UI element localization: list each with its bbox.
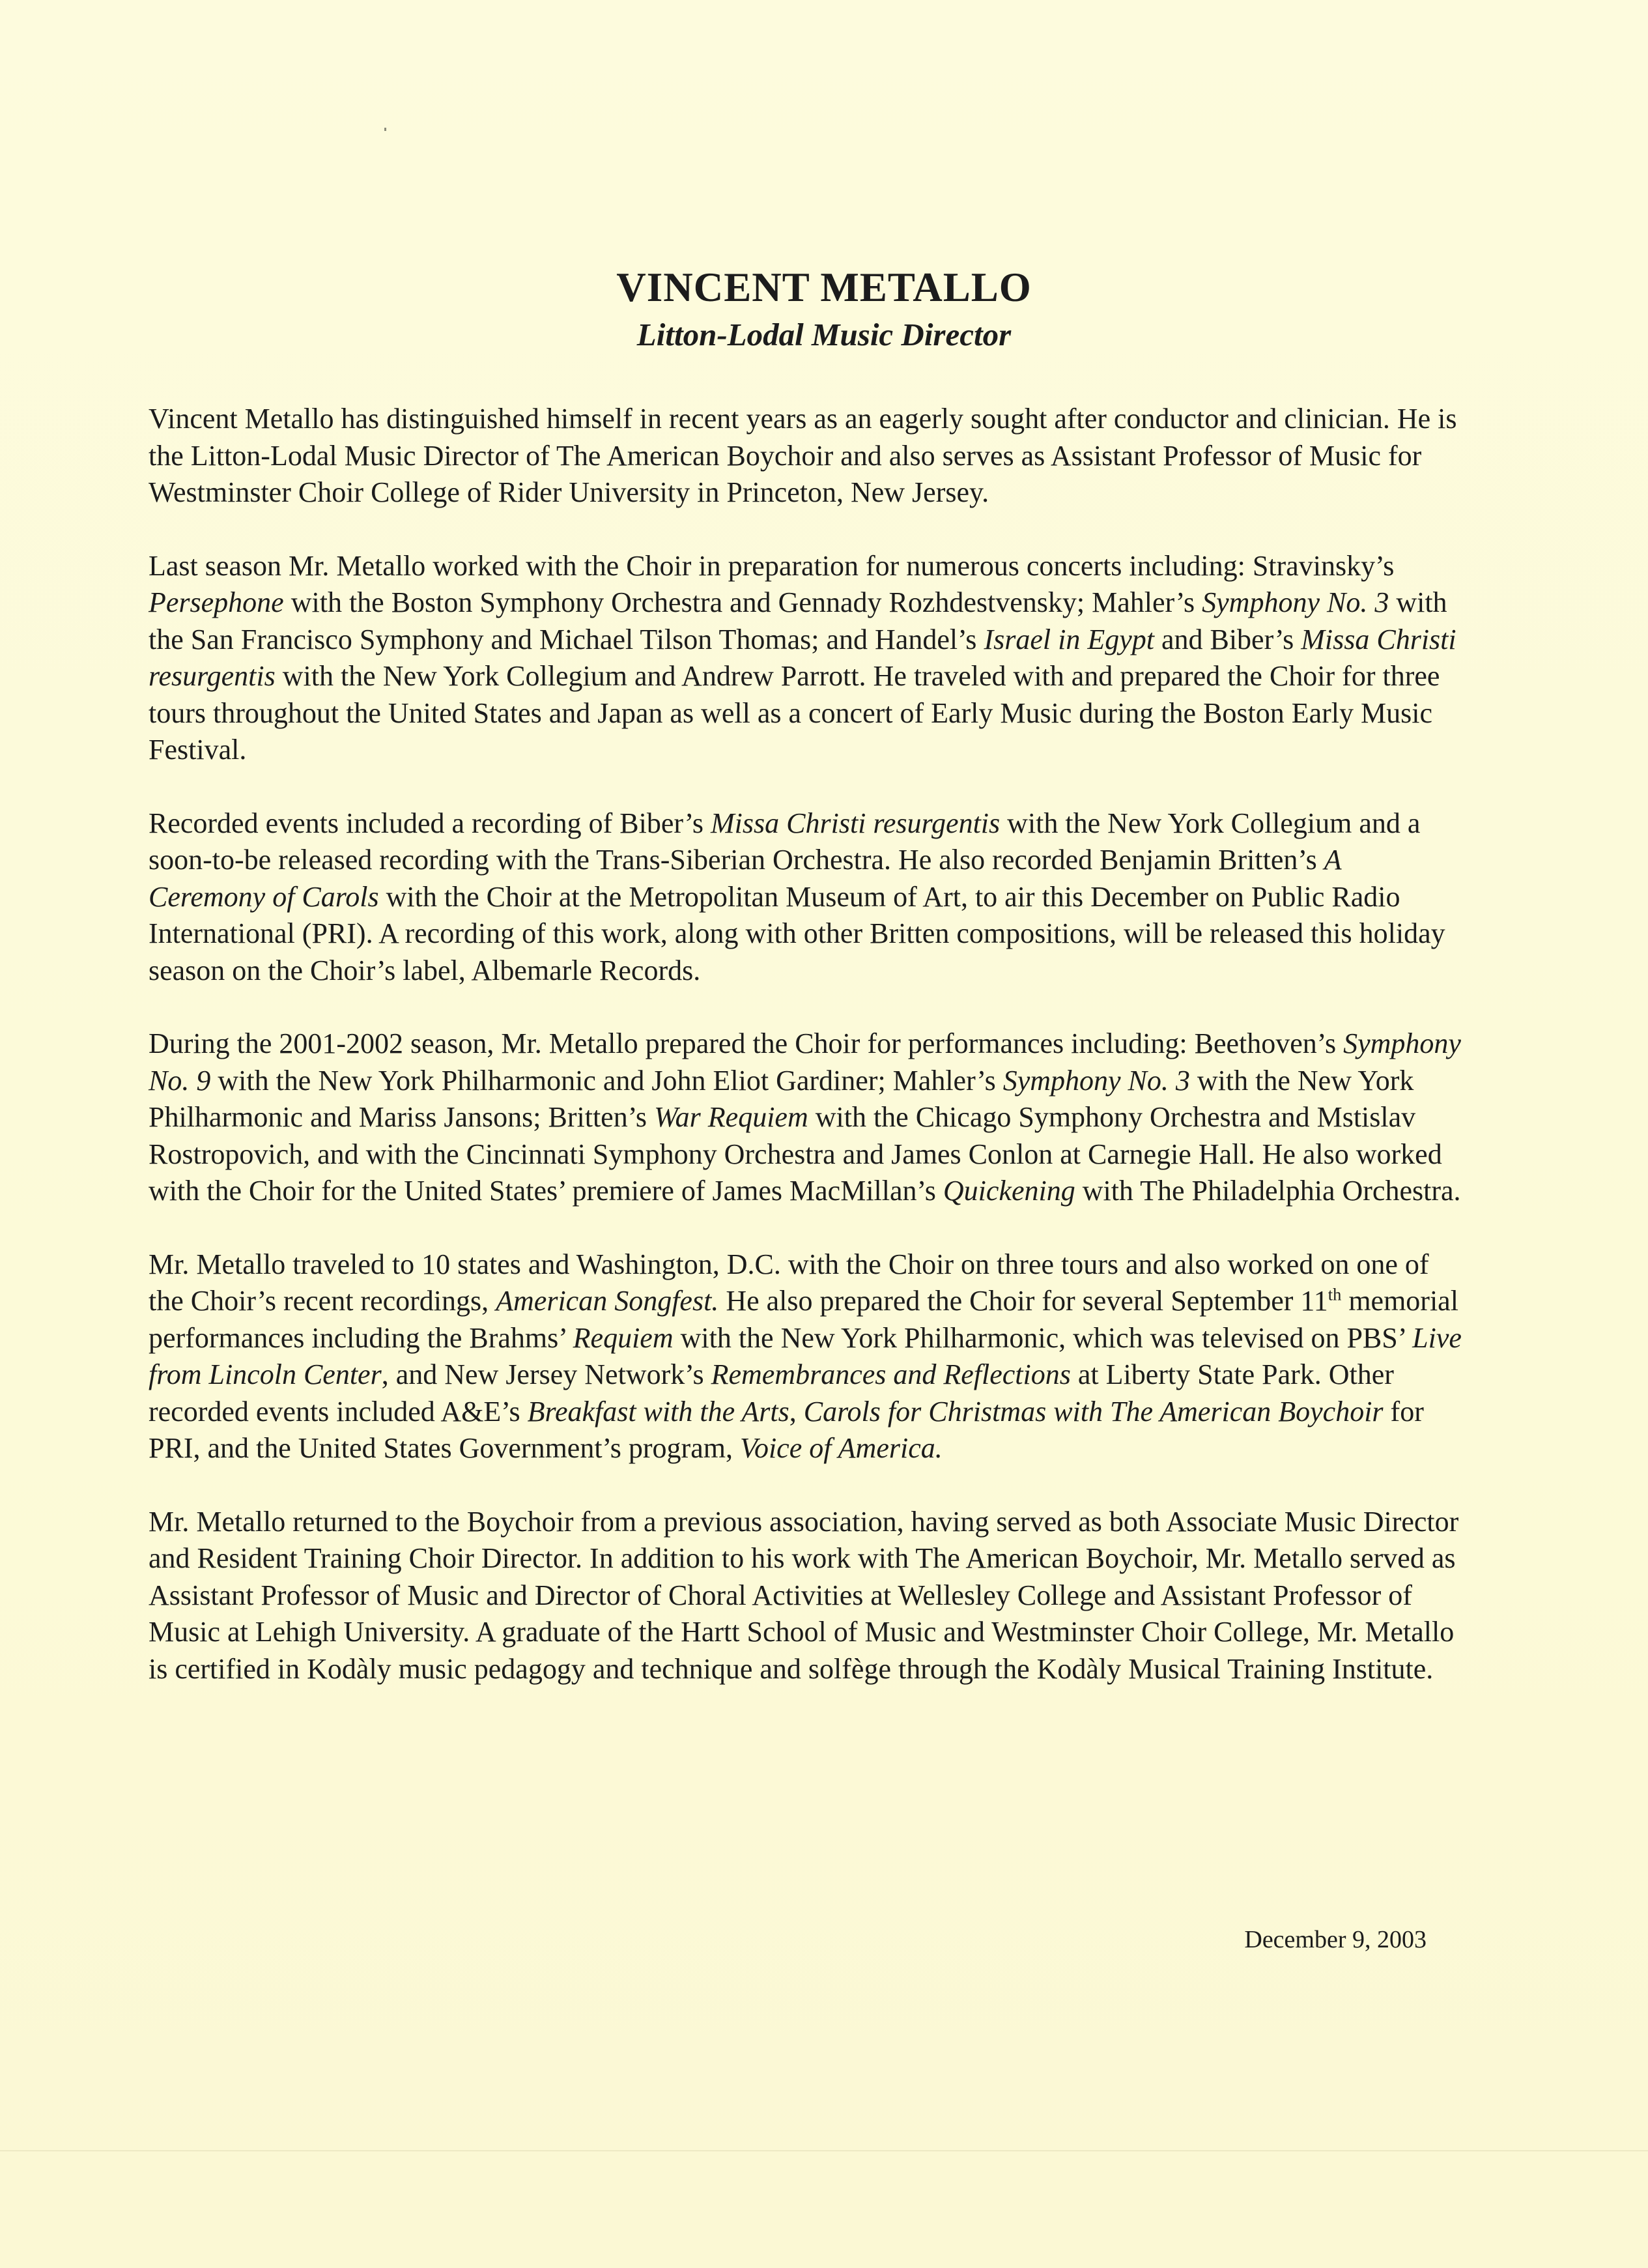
text-run: , and New Jersey Network’s [381,1358,711,1390]
document-body [149,401,1464,1724]
italic-title: Quickening [943,1175,1075,1207]
italic-title: Symphony No. 9 [149,1027,1461,1097]
page-speck [384,128,386,131]
text-run: and Biber’s [1154,623,1301,655]
text-run: with The Philadelphia Orchestra. [1075,1175,1461,1207]
italic-title: Missa Christi resurgentis [711,807,1001,839]
italic-title: A Ceremony of Carols [149,844,1341,913]
text-run: with the New York Philharmonic, which was televised on PBS’ [673,1321,1413,1354]
italic-title: Israel in Egypt [984,623,1154,655]
italic-title: Carols for Christmas with The American Boychoir [803,1395,1384,1428]
document-subtitle: Litton-Lodal Music Director [636,317,1012,352]
italic-title: Voice of America. [739,1432,943,1464]
italic-title: Remembrances and Reflections [711,1358,1071,1390]
text-run: with the Boston Symphony Orchestra and Gennady Rozhdestvensky; Mahler’s [283,586,1202,618]
text-run: with the New York Collegium and Andrew Parrott. He traveled with and prepared the Choir for three tours throughout the United States and Japan as well as a concert of Early Music during the Boston Early Music Festival. [149,660,1440,766]
paragraph-2 [149,548,1464,769]
italic-title: Symphony No. 3 [1002,1064,1190,1097]
text-run: Recorded events included a recording of Biber’s [149,807,711,839]
text-run: During the 2001-2002 season, Mr. Metallo prepared the Choir for performances including: Beethoven’s [149,1027,1344,1059]
document-date: December 9, 2003 [1244,1926,1427,1953]
italic-title: Missa Christi resurgentis [149,623,1456,692]
text-run: Mr. Metallo traveled to 10 states and Washington, D.C. with the Choir on three tours and also worked on one of the Choir’s recent recordings, [149,1248,1429,1317]
page-edge [0,2150,1648,2151]
text-run: with the Choir at the Metropolitan Museum of Art, to air this December on Public Radio International (PRI). A recording of this work, along with other Britten compositions, will be released this holiday season on the Choir’s label, Albemarle Records. [149,880,1445,986]
text-run: with the New York Philharmonic and Mariss Jansons; Britten’s [149,1064,1414,1133]
paragraph-1 [149,401,1464,511]
text-run: with the New York Collegium and a soon-to-be released recording with the Trans-Siberian Orchestra. He also recorded Benjamin Britten’s [149,807,1421,876]
text-run: , [789,1395,804,1428]
italic-title: War Requiem [654,1101,808,1133]
text-run: for PRI, and the United States Government’s program, [149,1395,1424,1464]
text-run: with the San Francisco Symphony and Michael Tilson Thomas; and Handel’s [149,586,1447,655]
text-run: Mr. Metallo returned to the Boychoir from a previous association, having served as both Associate Music Director and Resident Training Choir Director. In addition to his work with The American Boychoir, Mr. Metallo served as Assistant Professor of Music and Director of Choral Activities at Wellesley College and Assistant Professor of Music at Lehigh University. A graduate of the Hartt School of Music and Westminster Choir College, Mr. Metallo is certified in Kodàly music pedagogy and technique and solfège through the Kodàly Musical Training Institute. [149,1505,1459,1685]
text-run: memorial performances including the Brahms’ [149,1285,1458,1354]
italic-title: Requiem [573,1321,674,1354]
text-run: with the New York Philharmonic and John Eliot Gardiner; Mahler’s [210,1064,1003,1097]
text-run: Last season Mr. Metallo worked with the Choir in preparation for numerous concerts including: Stravinsky’s [149,549,1395,582]
italic-title: Persephone [149,586,284,618]
italic-title: American Songfest. [496,1285,719,1317]
italic-title: Breakfast with the Arts [527,1395,789,1428]
paragraph-5 [149,1246,1464,1467]
text-run: Vincent Metallo has distinguished himself in recent years as an eagerly sought after conductor and clinician. He is the Litton-Lodal Music Director of The American Boychoir and also serves as Assistant Professor of Music for Westminster Choir College of Rider University in Princeton, New Jersey. [149,403,1457,508]
text-run: at Liberty State Park. Other recorded events included A&E’s [149,1358,1394,1428]
text-run: with the Chicago Symphony Orchestra and Mstislav Rostropovich, and with the Cincinnati Symphony Orchestra and James Conlon at Carnegie Hall. He also worked with the Choir for the United States’ premiere of James MacMillan’s [149,1101,1442,1207]
text-run: He also prepared the Choir for several September 11 [718,1285,1328,1317]
italic-title: Symphony No. 3 [1202,586,1389,618]
document-title: VINCENT METALLO [616,265,1032,310]
paragraph-3 [149,805,1464,990]
italic-title: Live from Lincoln Center [149,1321,1462,1390]
paragraph-6 [149,1504,1464,1688]
superscript: th [1328,1284,1342,1304]
paragraph-4 [149,1026,1464,1210]
